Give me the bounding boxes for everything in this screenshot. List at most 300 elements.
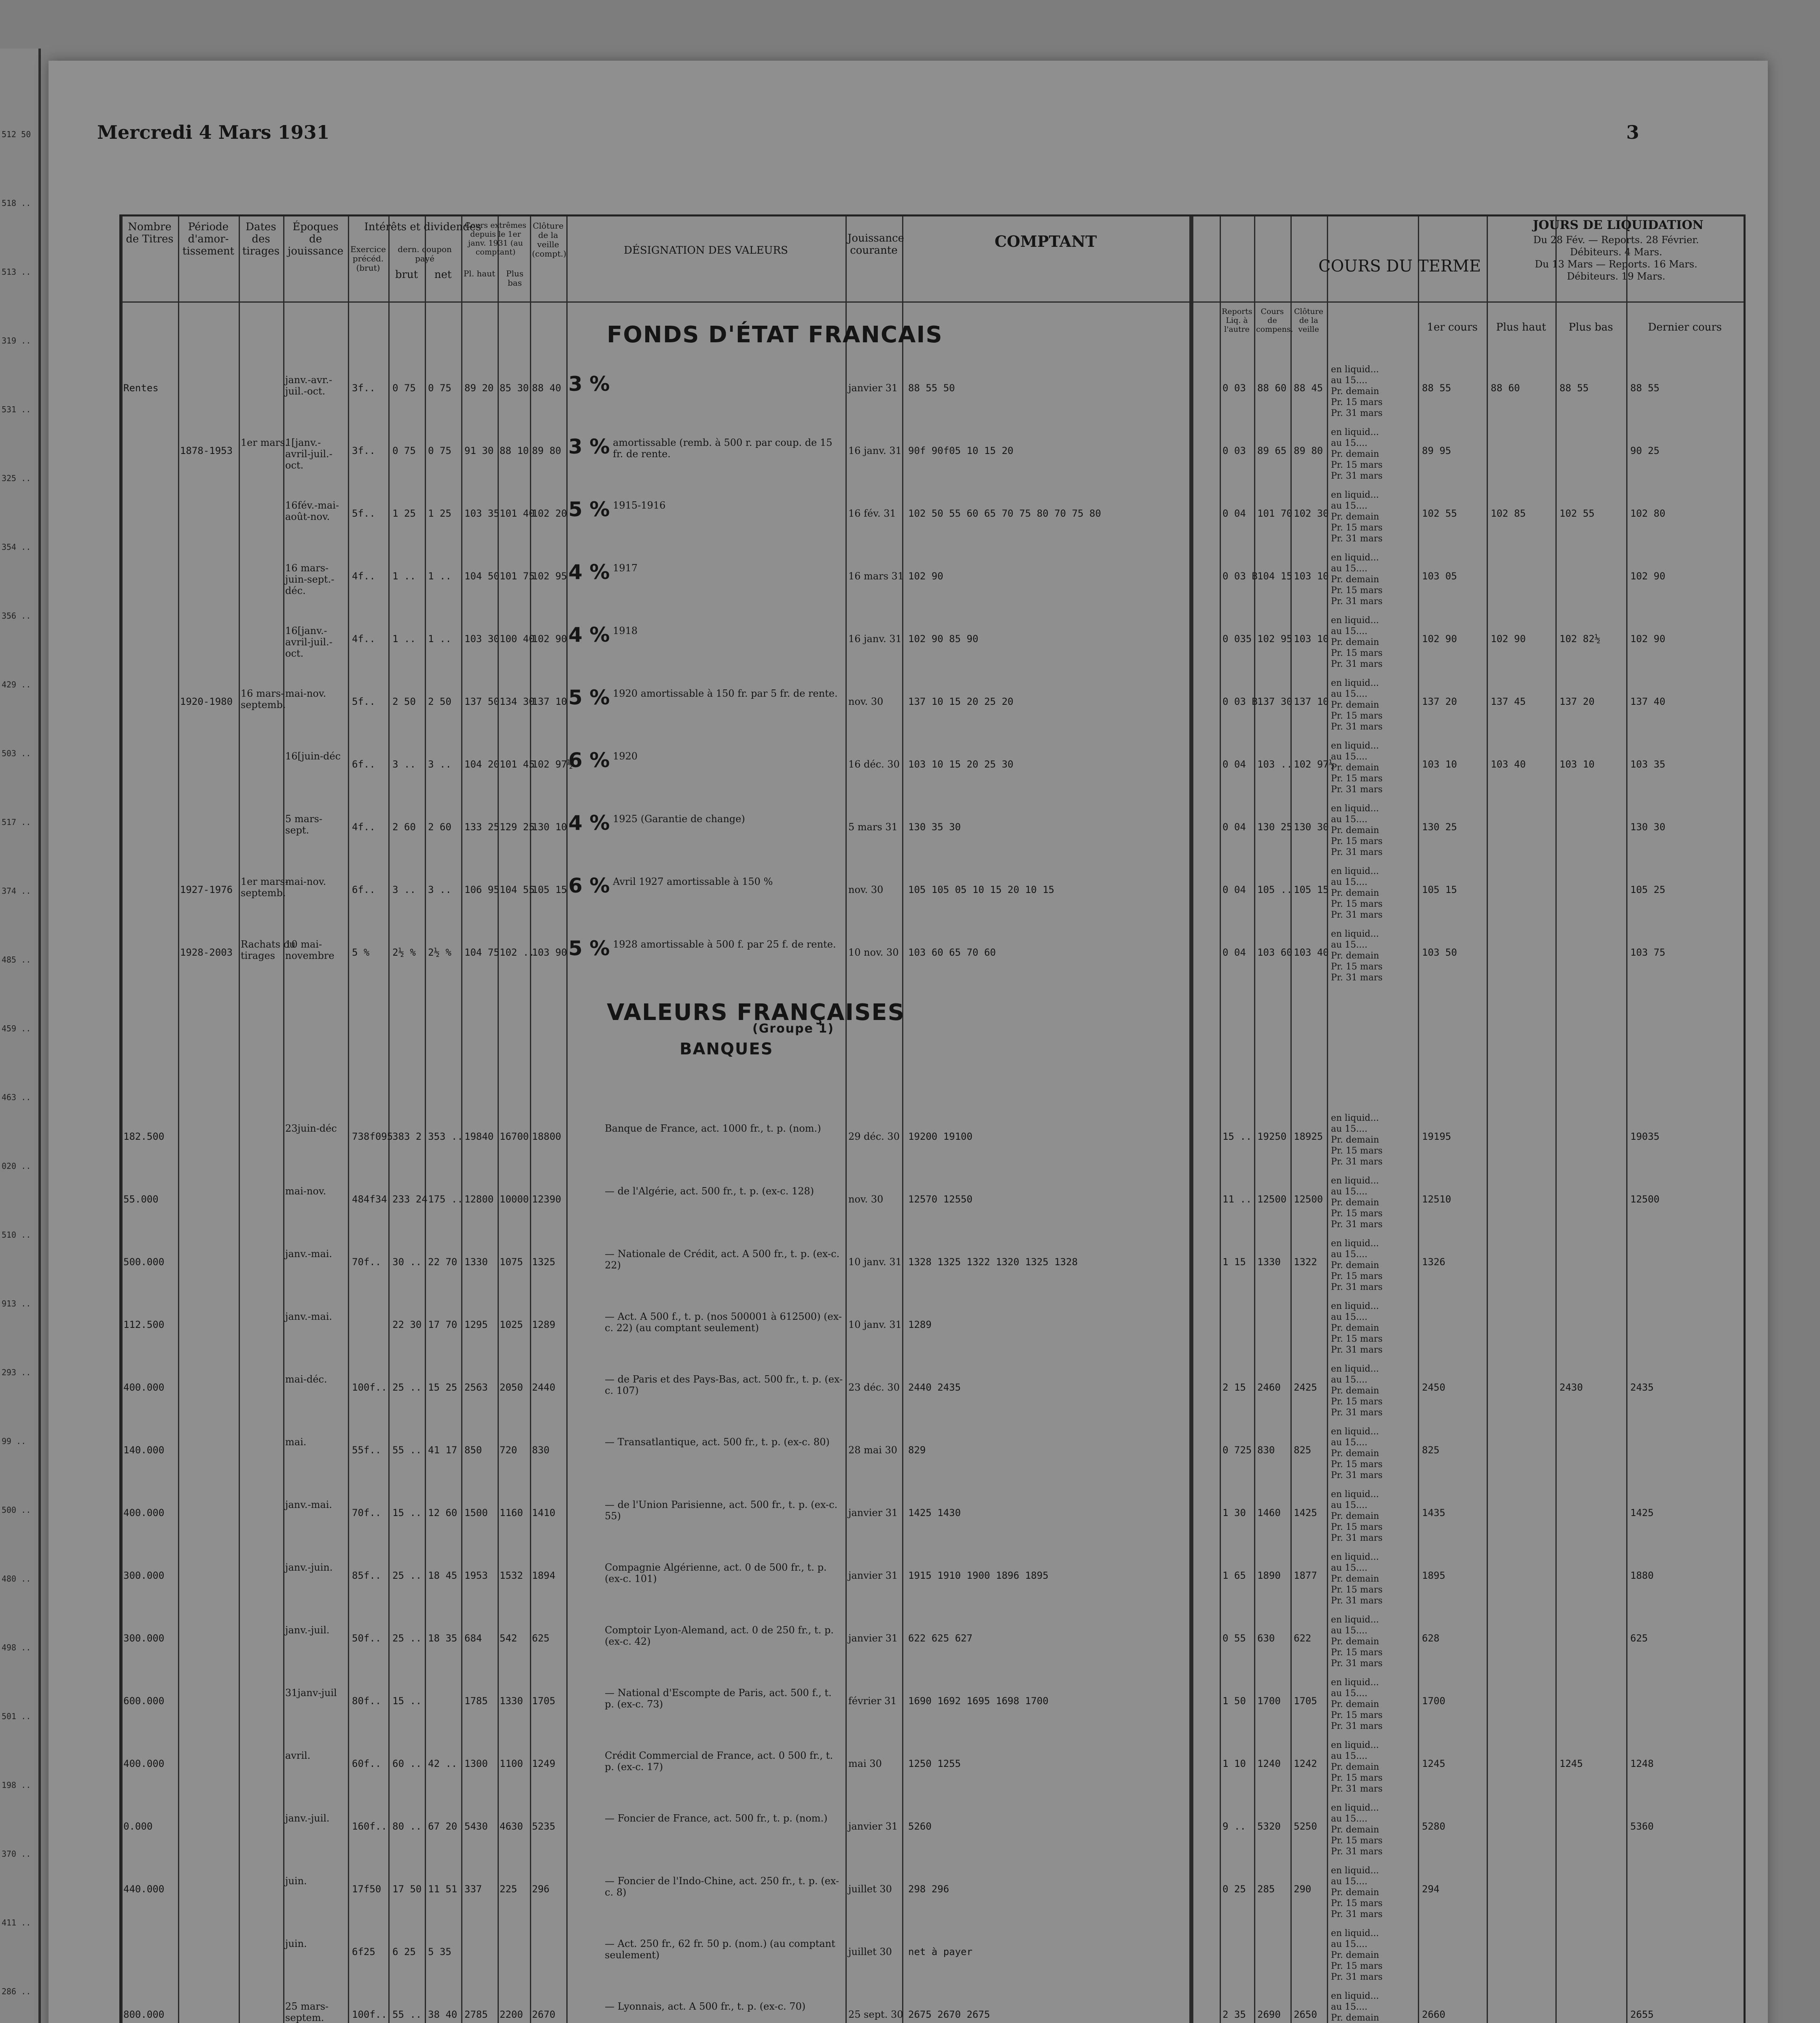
row-epoque: 10 mai-novembre [285,939,335,961]
row-cours-comp: 1700 [1257,1695,1281,1707]
col-plus-bas-terme: Plus bas [1568,321,1613,333]
row-plus-bas: 542 [500,1633,517,1644]
row-plus-bas: 101 75 [500,570,535,582]
row-reports: 2 15 [1223,1382,1246,1393]
liquidation-label: Pr. demain [1331,1950,1379,1960]
row-cloture-veille: 89 80 [1294,445,1323,456]
row-jouissance: 16 mars 31 [848,570,904,582]
row-net: 353 .. [428,1131,463,1142]
liquidation-label: Pr. 15 mars [1331,1898,1383,1908]
row-dates: 1er mars-septemb. [241,876,288,899]
row-exercice: 160f.. [352,1821,387,1832]
row-epoque: janv.-juil. [285,1813,330,1824]
row-net: 67 20 [428,1821,458,1832]
spine-number: 374 .. [2,886,31,896]
table-row [121,1738,1739,1800]
row-plus-bas: 129 25 [500,821,535,833]
liquidation-label: Pr. demain [1331,512,1379,522]
spine-number: 510 .. [2,1230,31,1240]
col-designation: DÉSIGNATION DES VALEURS [624,244,788,257]
liquidation-label: au 15.... [1331,1814,1368,1824]
col-cloture: Clôture de la veille (compt.) [532,221,567,259]
row-premier-cours: 294 [1422,1883,1440,1895]
row-epoque: 16[janv.-avril-juil.-oct. [285,625,333,659]
row-pl-haut: 133 25 [464,821,500,833]
row-cloture: 102 90 [532,633,567,645]
row-reports: 1 65 [1223,1570,1246,1581]
spine-number: 503 .. [2,749,31,758]
liquidation-labels [1331,1614,1383,1669]
row-cloture-veille: 1322 [1294,1256,1317,1268]
col-nombre: Nombre de Titres [126,221,174,245]
row-cloture-veille: 18925 [1294,1131,1323,1142]
row-brut: 25 .. [392,1633,422,1644]
row-pl-haut: 91 30 [464,445,494,456]
row-premier-cours: 2660 [1422,2009,1445,2020]
row-comptant: 1425 1430 [908,1507,961,1518]
row-jouissance: 28 mai 30 [848,1444,898,1456]
liquidation-label: au 15.... [1331,626,1368,636]
row-cloture-veille: 105 15 [1294,884,1329,895]
row-reports: 11 .. [1223,1194,1252,1205]
row-jouissance: 10 janv. 31 [848,1256,902,1268]
row-cours-comp: 104 15 [1257,570,1292,582]
row-epoque: avril. [285,1750,311,1761]
liquidation-label: Pr. 15 mars [1331,1271,1383,1281]
row-epoque: 25 mars-septem. [285,2001,329,2023]
row-designation: 1925 (Garantie de change) [613,813,745,825]
liquidation-label: en liquid... [1331,1552,1379,1562]
liquidation-label: Pr. demain [1331,1887,1379,1898]
liquidation-labels [1331,929,1383,983]
row-brut: 55 .. [392,1444,422,1456]
liquidation-label: en liquid... [1331,1991,1379,2001]
col-cloture-veille: Clôture de la veille [1294,307,1324,334]
row-jouissance: mai 30 [848,1758,882,1769]
liquidation-labels [1331,364,1383,419]
row-dernier-cours: 19035 [1630,1131,1660,1142]
liquidation-label: Pr. demain [1331,1260,1379,1270]
row-cloture-veille: 1242 [1294,1758,1317,1769]
liquidation-label: Pr. 31 mars [1331,1721,1383,1731]
row-premier-cours: 628 [1422,1633,1440,1644]
row-rate: 6 % [568,749,610,772]
row-cloture-veille: 622 [1294,1633,1312,1644]
row-reports: 0 04 [1223,947,1246,958]
row-reports: 0 55 [1223,1633,1246,1644]
row-exercice: 5f.. [352,696,375,707]
col-jouissance: Jouissance courante [847,232,905,257]
spine-number: 512 50 [2,129,31,139]
row-premier-cours: 2450 [1422,1382,1445,1393]
row-pl-haut: 1295 [464,1319,488,1330]
row-net: 12 60 [428,1507,458,1518]
liquidation-label: au 15.... [1331,1500,1368,1510]
liquidation-label: Pr. 31 mars [1331,847,1383,857]
row-premier-cours: 105 15 [1422,884,1457,895]
row-brut: 3 .. [392,759,416,770]
col-cours-terme: COURS DU TERME [1318,257,1481,276]
row-dernier-cours: 625 [1630,1633,1648,1644]
spine-number: 459 .. [2,1024,31,1033]
row-comptant: 90f 90f05 10 15 20 [908,445,1014,456]
row-brut: 233 24 [392,1194,428,1205]
row-jouissance: 10 nov. 30 [848,947,899,958]
row-comptant: 102 90 85 90 [908,633,979,645]
row-jouissance: 16 janv. 31 [848,633,902,645]
liquidation-label: en liquid... [1331,427,1379,437]
spine-number: 531 .. [2,405,31,414]
liquidation-label: Pr. 31 mars [1331,1784,1383,1794]
liquidation-label: en liquid... [1331,1301,1379,1311]
liquidation-label: Pr. demain [1331,1386,1379,1396]
liquidation-label: en liquid... [1331,929,1379,939]
row-epoque: janv.-mai. [285,1248,333,1260]
row-nombre: 140.000 [123,1444,165,1456]
row-epoque: 23juin-déc [285,1123,337,1134]
row-comptant: 1328 1325 1322 1320 1325 1328 [908,1256,1078,1268]
row-rate: 5 % [568,686,610,709]
row-net: 18 35 [428,1633,458,1644]
row-premier-cours: 1700 [1422,1695,1445,1707]
liquidation-labels [1331,1991,1383,2023]
liquidation-label: Pr. demain [1331,700,1379,710]
row-jouissance: janvier 31 [848,1821,898,1832]
row-plus-haut: 102 90 [1491,633,1526,645]
row-cloture: 1410 [532,1507,555,1518]
row-pl-haut: 5430 [464,1821,488,1832]
spine-number: 501 .. [2,1711,31,1721]
row-designation: — de l'Algérie, act. 500 fr., t. p. (ex-c. 128) [605,1185,814,1197]
row-designation: — National d'Escompte de Paris, act. 500 f., t. p. (ex-c. 73) [605,1687,832,1710]
row-dernier-cours: 102 80 [1630,508,1665,519]
row-cloture-veille: 137 10 [1294,696,1329,707]
row-dernier-cours: 5360 [1630,1821,1654,1832]
row-brut: 80 .. [392,1821,422,1832]
row-comptant: 1690 1692 1695 1698 1700 [908,1695,1049,1707]
row-net: 41 17 [428,1444,458,1456]
row-plus-bas: 1075 [500,1256,523,1268]
liquidation-label: au 15.... [1331,1124,1368,1134]
row-plus-bas: 2050 [500,1382,523,1393]
row-cloture: 1894 [532,1570,555,1581]
row-cours-comp: 285 [1257,1883,1275,1895]
row-dernier-cours: 2655 [1630,2009,1654,2020]
row-reports: 0 04 [1223,884,1246,895]
row-cloture: 5235 [532,1821,555,1832]
row-exercice: 4f.. [352,821,375,833]
liquidation-label: au 15.... [1331,1939,1368,1949]
row-cours-comp: 630 [1257,1633,1275,1644]
liquidation-label: au 15.... [1331,564,1368,574]
row-brut: 25 .. [392,1570,422,1581]
liquidation-label: Pr. 31 mars [1331,1909,1383,1919]
liquidation-label: au 15.... [1331,1751,1368,1761]
row-plus-bas-terme: 1245 [1559,1758,1583,1769]
row-epoque: janv.-avr.-juil.-oct. [285,374,333,397]
row-plus-bas: 104 55 [500,884,535,895]
row-comptant: 88 55 50 [908,382,955,394]
row-jouissance: 29 déc. 30 [848,1131,900,1142]
liquidation-label: Pr. 31 mars [1331,1596,1383,1606]
row-nombre: 400.000 [123,1382,165,1393]
row-jouissance: nov. 30 [848,1194,884,1205]
row-designation: Banque de France, act. 1000 fr., t. p. (nom.) [605,1123,821,1134]
row-cloture: 1249 [532,1758,555,1769]
row-rate: 6 % [568,874,610,897]
row-cours-comp: 88 60 [1257,382,1287,394]
row-designation: 1915-1916 [613,500,666,511]
row-designation: 1920 [613,751,638,762]
row-net: 0 75 [428,445,451,456]
spine-number: 517 .. [2,817,31,827]
liquidation-label: en liquid... [1331,365,1379,375]
liquidation-label: Pr. 31 mars [1331,785,1383,795]
row-designation: — Act. A 500 f., t. p. (nos 500001 à 612500) (ex-c. 22) (au comptant seulement) [605,1311,842,1334]
row-dates: Rachats ou tirages [241,939,296,961]
table-row [121,801,1739,864]
row-cloture-veille: 88 45 [1294,382,1323,394]
row-comptant: 19200 19100 [908,1131,973,1142]
liquidation-label: Pr. 31 mars [1331,471,1383,481]
table-row [121,1675,1739,1738]
left-page-spine [0,49,41,2023]
liquidation-label: en liquid... [1331,1176,1379,1186]
row-cloture: 105 15 [532,884,567,895]
liquidation-label: Pr. demain [1331,1762,1379,1772]
row-pl-haut: 137 50 [464,696,500,707]
spine-number: 513 .. [2,267,31,277]
liquidation-labels [1331,1426,1383,1481]
row-comptant: 12570 12550 [908,1194,973,1205]
row-pl-haut: 103 30 [464,633,500,645]
row-cloture-veille: 103 10 [1294,633,1329,645]
liquidation-label: Pr. demain [1331,1511,1379,1521]
spine-number: 518 .. [2,198,31,208]
liquidation-label: Pr. 31 mars [1331,1408,1383,1418]
row-jouissance: février 31 [848,1695,897,1707]
row-nombre: 600.000 [123,1695,165,1707]
row-pl-haut: 89 20 [464,382,494,394]
row-pl-haut: 1330 [464,1256,488,1268]
row-nombre: 0.000 [123,1821,153,1832]
col-plus-haut: Plus haut [1496,321,1546,333]
row-premier-cours: 103 50 [1422,947,1457,958]
row-jouissance: juillet 30 [848,1883,892,1895]
row-exercice: 5 % [352,947,370,958]
liquidation-label: en liquid... [1331,678,1379,688]
row-rate: 5 % [568,498,610,521]
row-plus-haut: 103 40 [1491,759,1526,770]
table-row [121,927,1739,989]
row-brut: 383 2 [392,1131,422,1142]
row-cloture: 102 95 [532,570,567,582]
row-exercice: 738f095 [352,1131,393,1142]
row-cloture: 296 [532,1883,550,1895]
row-cours-comp: 1240 [1257,1758,1281,1769]
row-nombre: 182.500 [123,1131,165,1142]
table-row [121,1863,1739,1926]
row-designation: — de l'Union Parisienne, act. 500 fr., t. p. (ex-c. 55) [605,1499,838,1522]
row-cloture-veille: 1425 [1294,1507,1317,1518]
row-epoque: juin. [285,1938,307,1949]
row-epoque: janv.-mai. [285,1499,333,1510]
row-dernier-cours: 1248 [1630,1758,1654,1769]
row-pl-haut: 104 50 [464,570,500,582]
col-epoques: Époques de jouissance [288,221,343,257]
liquidation-label: en liquid... [1331,1427,1379,1437]
row-pl-haut: 1785 [464,1695,488,1707]
liquidation-label: en liquid... [1331,1615,1379,1625]
table-row [121,1361,1739,1424]
row-cloture-veille: 1877 [1294,1570,1317,1581]
row-cloture-veille: 12500 [1294,1194,1323,1205]
liquidation-label: Pr. 15 mars [1331,460,1383,470]
row-dernier-cours: 102 90 [1630,633,1665,645]
row-cloture-veille: 290 [1294,1883,1312,1895]
jours-liquidation-4: Débiteurs. 19 Mars. [1567,271,1665,282]
table-row [121,1487,1739,1550]
row-plus-bas-terme: 2430 [1559,1382,1583,1393]
table-row [121,1550,1739,1612]
liquidation-label: en liquid... [1331,1928,1379,1938]
row-exercice: 6f.. [352,884,375,895]
row-jouissance: 16 janv. 31 [848,445,902,456]
row-cours-comp: 12500 [1257,1194,1287,1205]
row-epoque: juin. [285,1875,307,1887]
row-cours-comp: 830 [1257,1444,1275,1456]
table-row [121,362,1739,425]
liquidation-label: au 15.... [1331,689,1368,699]
liquidation-labels [1331,1489,1383,1544]
liquidation-label: Pr. 15 mars [1331,523,1383,533]
table-row [121,1299,1739,1361]
liquidation-label: Pr. 15 mars [1331,1773,1383,1783]
row-cours-comp: 137 30 [1257,696,1292,707]
row-epoque: janv.-juin. [285,1562,333,1573]
row-cloture: 88 40 [532,382,561,394]
row-exercice: 55f.. [352,1444,381,1456]
row-comptant: 1915 1910 1900 1896 1895 [908,1570,1049,1581]
row-dernier-cours: 105 25 [1630,884,1665,895]
row-epoque: mai. [285,1436,307,1448]
liquidation-labels [1331,740,1383,795]
row-reports: 0 25 [1223,1883,1246,1895]
row-pl-haut: 104 20 [464,759,500,770]
row-premier-cours: 1895 [1422,1570,1445,1581]
liquidation-label: Pr. 15 mars [1331,1961,1383,1971]
col-dern-coupon: dern. coupon payé [398,244,452,263]
row-cloture-veille: 102 97½ [1294,759,1335,770]
col-net: net [434,269,452,281]
col-reports: Reports Liq. à l'autre [1222,307,1252,334]
row-brut: 2 60 [392,821,416,833]
row-comptant: 5260 [908,1821,932,1832]
row-reports: 0 03 B [1223,570,1258,582]
row-epoque: janv.-juil. [285,1624,330,1636]
liquidation-label: Pr. 31 mars [1331,1345,1383,1355]
row-epoque: 16fév.-mai-août-nov. [285,500,339,522]
spine-number: 498 .. [2,1643,31,1652]
row-reports: 0 04 [1223,821,1246,833]
col-comptant: COMPTANT [994,232,1097,250]
row-exercice: 50f.. [352,1633,381,1644]
row-jouissance: janvier 31 [848,1570,898,1581]
liquidation-label: en liquid... [1331,741,1379,751]
liquidation-label: en liquid... [1331,866,1379,876]
liquidation-label: au 15.... [1331,1626,1368,1636]
row-plus-bas: 1532 [500,1570,523,1581]
liquidation-labels [1331,1113,1383,1167]
table-row [121,1800,1739,1863]
row-cloture-veille: 2650 [1294,2009,1317,2020]
liquidation-labels [1331,427,1383,481]
row-nombre: 300.000 [123,1633,165,1644]
row-cours-comp: 1890 [1257,1570,1281,1581]
liquidation-label: Pr. demain [1331,1448,1379,1459]
row-net: 15 25 [428,1382,458,1393]
row-designation: — Lyonnais, act. A 500 fr., t. p. (ex-c. 70) [605,2001,806,2012]
row-plus-bas: 1160 [500,1507,523,1518]
liquidation-labels [1331,803,1383,858]
row-dernier-cours: 130 30 [1630,821,1665,833]
liquidation-label: Pr. 15 mars [1331,1710,1383,1720]
liquidation-labels [1331,866,1383,920]
row-plus-bas: 100 40 [500,633,535,645]
row-net: 3 .. [428,884,451,895]
row-designation: Comptoir Lyon-Alemand, act. 0 de 250 fr., t. p. (ex-c. 42) [605,1624,834,1647]
row-net: 0 75 [428,382,451,394]
row-net: 175 .. [428,1194,463,1205]
row-rate: 3 % [568,372,610,396]
spine-number: 370 .. [2,1849,31,1859]
row-rate: 3 % [568,435,610,458]
liquidation-label: Pr. 31 mars [1331,659,1383,669]
row-exercice: 17f50 [352,1883,381,1895]
row-pl-haut: 19840 [464,1131,494,1142]
row-brut: 1 25 [392,508,416,519]
col-plus-bas: Plus bas [506,269,523,288]
row-pl-haut: 337 [464,1883,482,1895]
liquidation-label: Pr. 31 mars [1331,973,1383,983]
row-dates: 16 mars-septemb. [241,688,286,710]
row-jouissance: 5 mars 31 [848,821,898,833]
row-exercice: 70f.. [352,1507,381,1518]
table-row [121,1989,1739,2023]
row-periode: 1928-2003 [180,947,233,958]
row-dates: 1er mars. [241,437,288,448]
row-net: 11 51 [428,1883,458,1895]
table-row [121,613,1739,676]
jours-liquidation-title: JOURS DE LIQUIDATION [1533,218,1703,232]
row-nombre: 112.500 [123,1319,165,1330]
row-premier-cours: 137 20 [1422,696,1457,707]
spine-number: 319 .. [2,336,31,346]
liquidation-label: Pr. demain [1331,637,1379,647]
liquidation-label: Pr. demain [1331,1135,1379,1145]
row-cours-comp: 1330 [1257,1256,1281,1268]
row-net: 2 60 [428,821,451,833]
liquidation-label: au 15.... [1331,752,1368,762]
liquidation-label: au 15.... [1331,375,1368,386]
liquidation-labels [1331,1677,1383,1732]
row-jouissance: nov. 30 [848,884,884,895]
row-dernier-cours: 102 90 [1630,570,1665,582]
row-pl-haut: 12800 [464,1194,494,1205]
liquidation-label: en liquid... [1331,804,1379,814]
row-cloture: 130 10 [532,821,567,833]
liquidation-labels [1331,1928,1383,1983]
